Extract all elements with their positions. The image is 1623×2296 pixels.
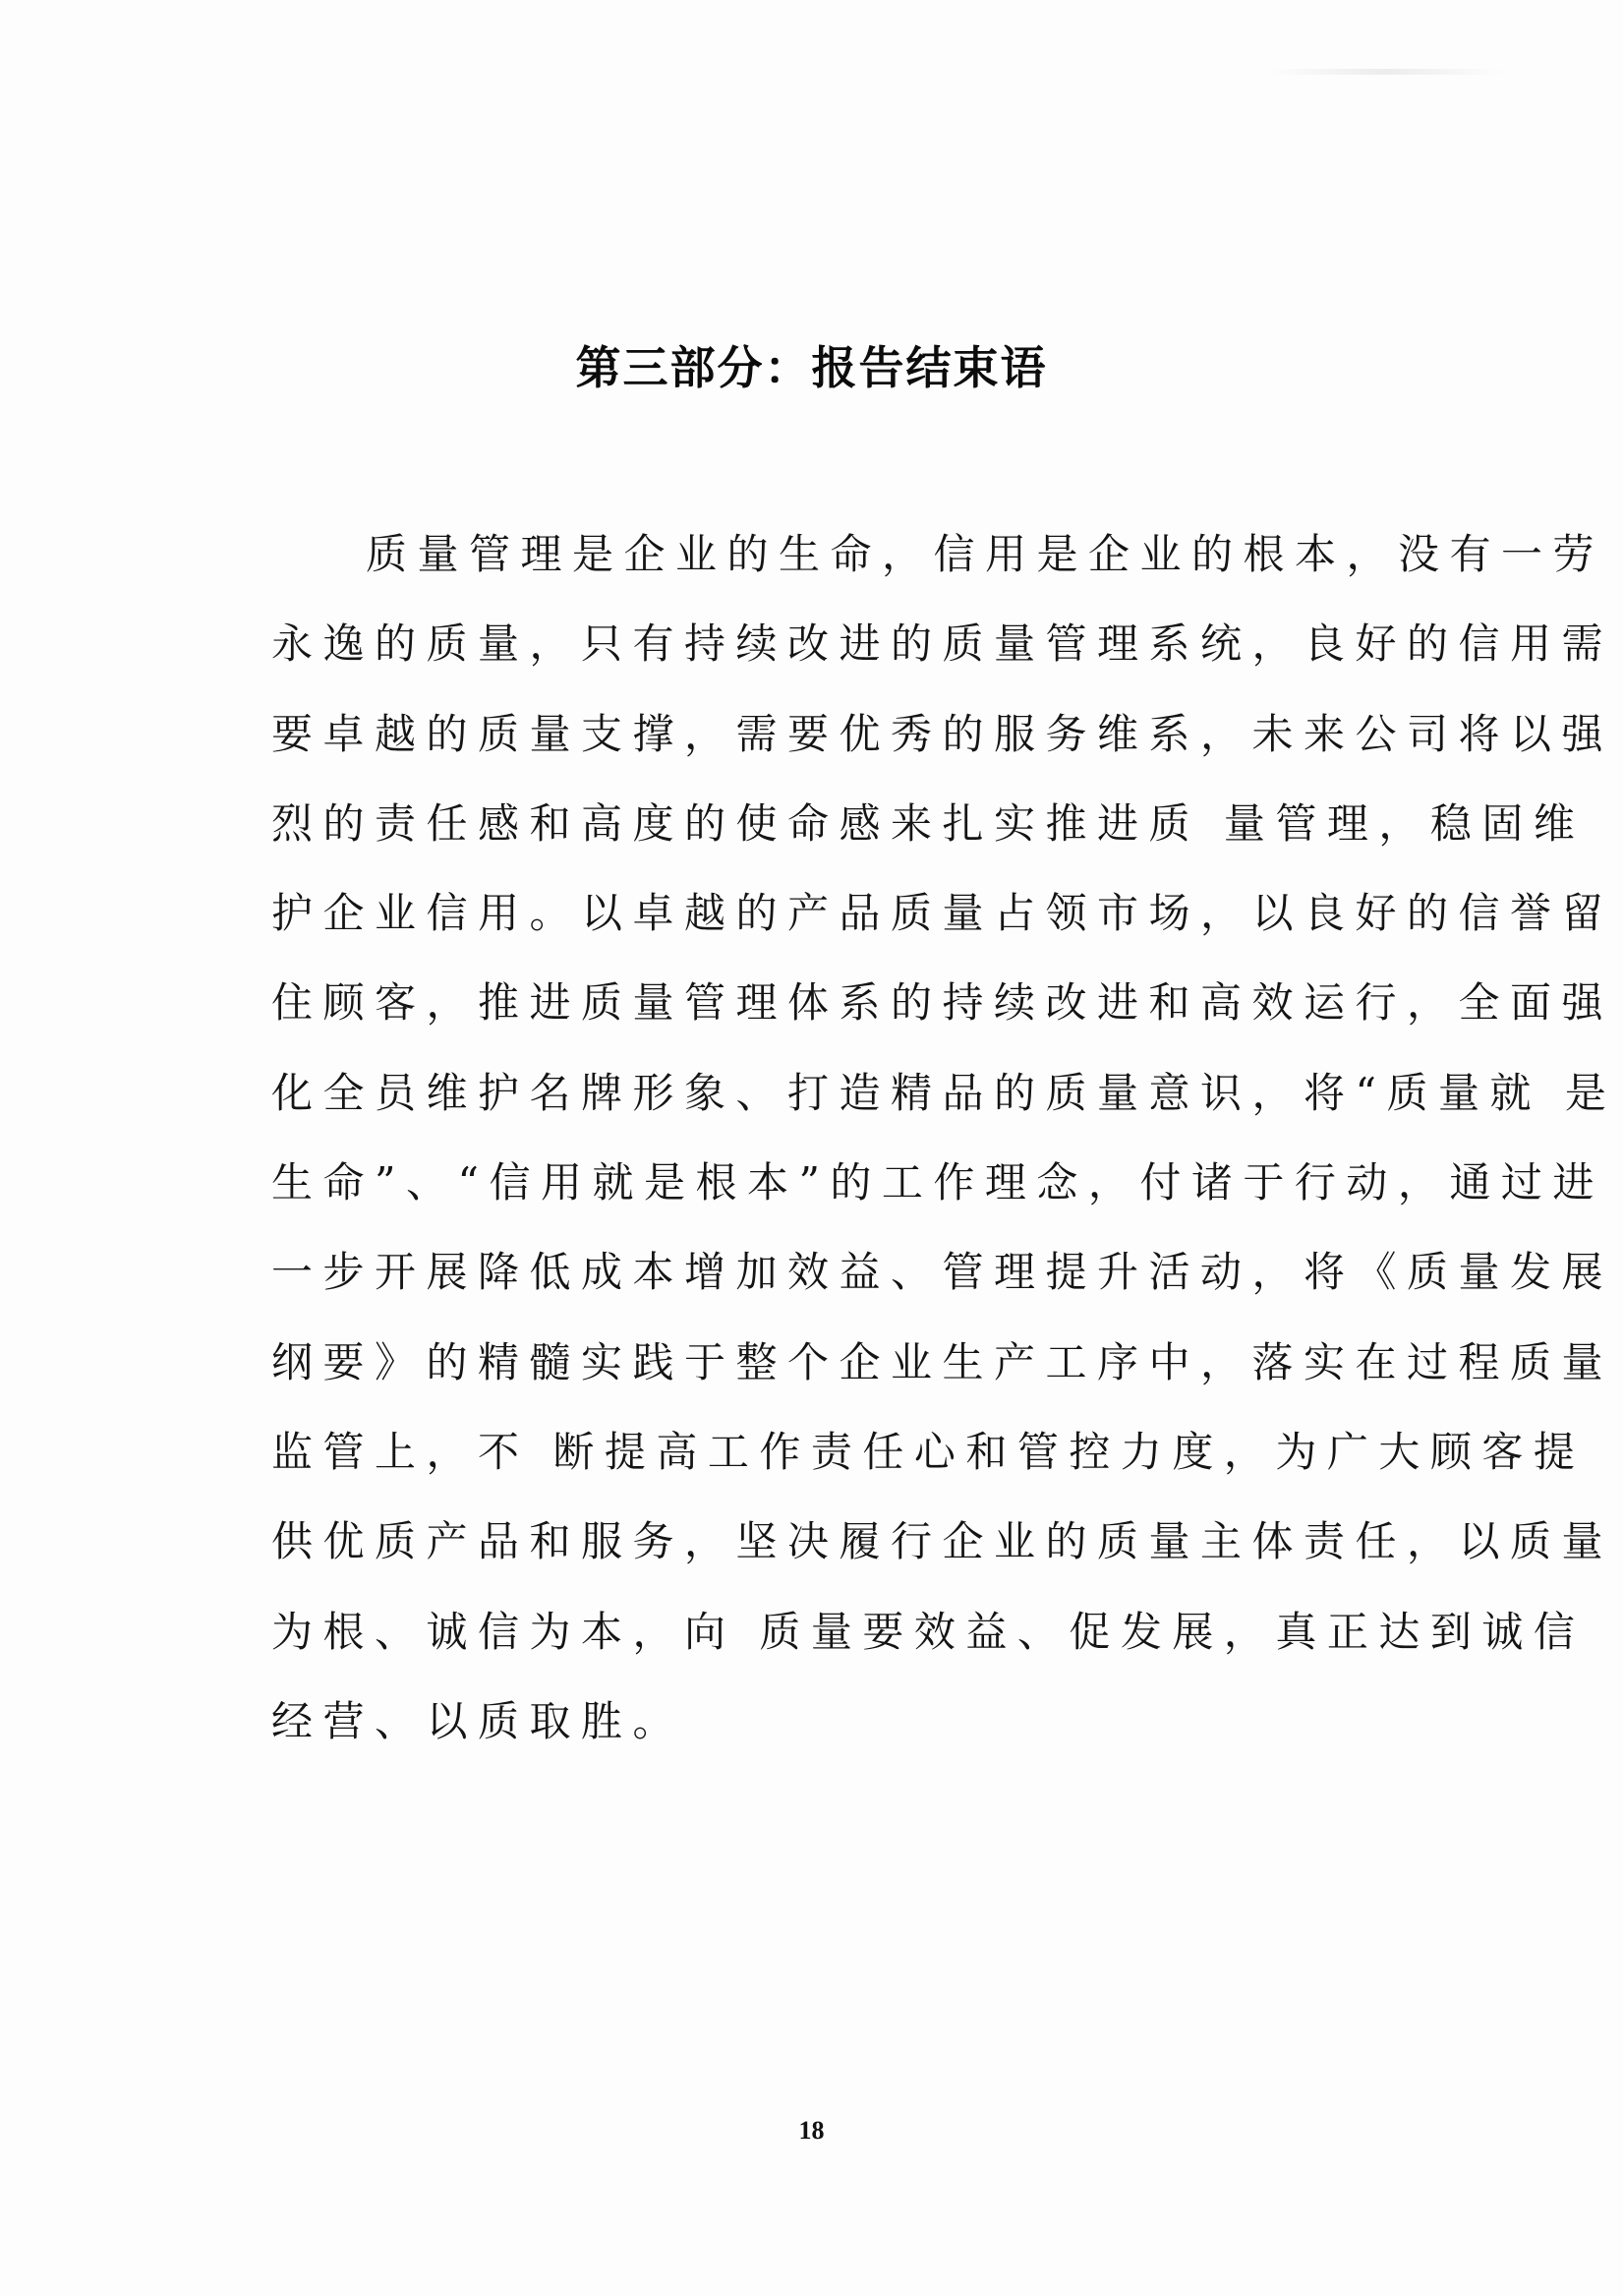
paragraph-line: 化全员维护名牌形象、打造精品的质量意识，将“质量就 是	[271, 1068, 1617, 1117]
scan-artifact	[1268, 69, 1504, 75]
page-number: 18	[798, 2116, 825, 2145]
paragraph-line: 供优质产品和服务，坚决履行企业的质量主体责任，以质量	[271, 1517, 1614, 1566]
paragraph-line: 烈的责任感和高度的使命感来扎实推进质 量管理，稳固维	[271, 798, 1586, 848]
paragraph-line: 一步开展降低成本增加效益、管理提升活动，将《质量发展	[271, 1248, 1614, 1297]
paragraph-line: 要卓越的质量支撑，需要优秀的服务维系，未来公司将以强	[271, 709, 1614, 758]
paragraph-line: 纲要》的精髓实践于整个企业生产工序中，落实在过程质量	[271, 1337, 1614, 1386]
section-title: 第三部分：报告结束语	[575, 341, 1048, 394]
paragraph-line: 为根、诚信为本，向 质量要效益、促发展，真正达到诚信	[271, 1607, 1586, 1656]
paragraph-line: 质量管理是企业的生命，信用是企业的根本，没有一劳	[366, 530, 1605, 578]
paragraph-line: 生命”、“信用就是根本”的工作理念，付诸于行动，通过进	[271, 1158, 1604, 1207]
paragraph-line: 护企业信用。以卓越的产品质量占领市场，以良好的信誉留	[271, 889, 1614, 938]
paragraph-line: 永逸的质量，只有持续改进的质量管理系统，良好的信用需	[271, 619, 1614, 669]
paragraph-line: 住顾客，推进质量管理体系的持续改进和高效运行，全面强	[271, 978, 1614, 1028]
paragraph-line: 经营、以质取胜。	[271, 1696, 685, 1745]
closing-paragraph	[271, 509, 1617, 1766]
paragraph-line: 监管上，不 断提高工作责任心和管控力度，为广大顾客提	[271, 1427, 1586, 1476]
